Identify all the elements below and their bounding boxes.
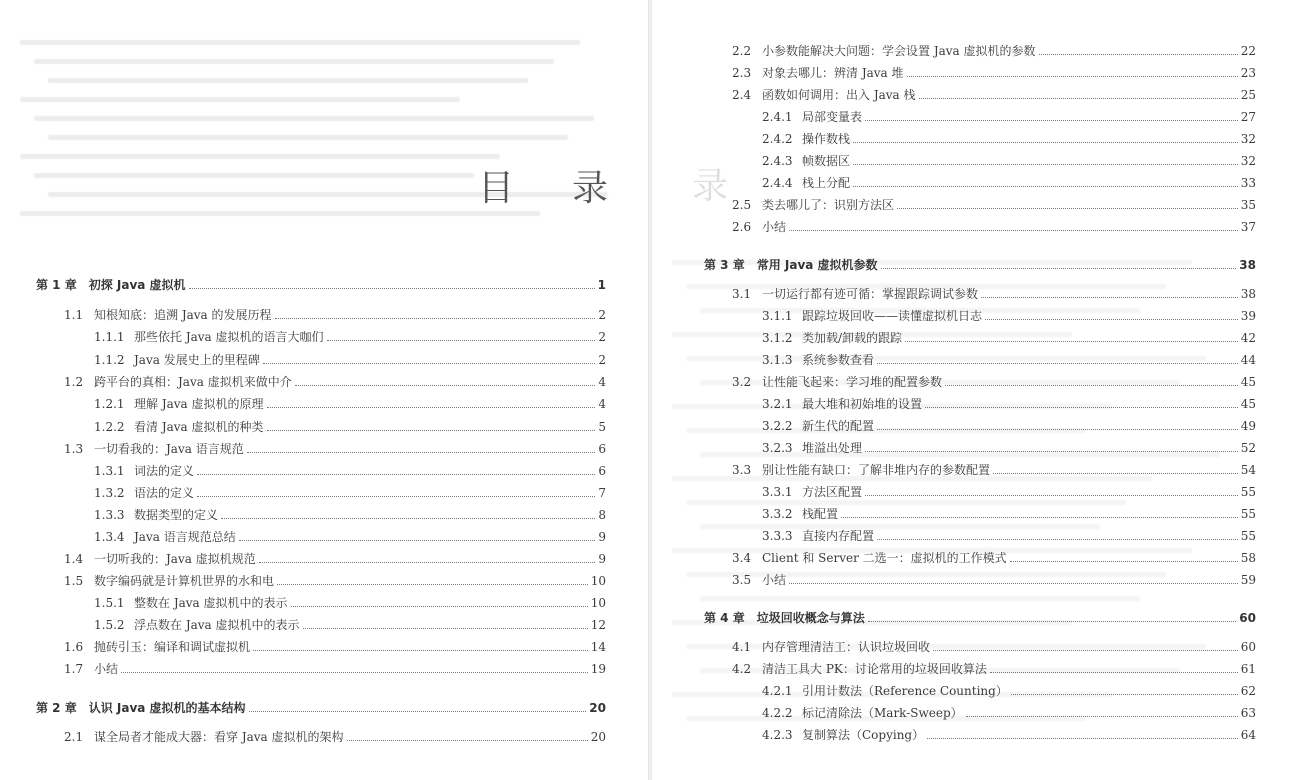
toc-entry-page: 59 [1240, 573, 1256, 587]
toc-entry[interactable] [762, 131, 1256, 147]
toc-leader-dots [905, 341, 1238, 342]
toc-entry-page: 4 [598, 375, 606, 389]
toc-leader-dots [981, 297, 1238, 298]
toc-entry-number: 3.3 [732, 463, 752, 477]
toc-leader-dots [1011, 694, 1238, 695]
toc-entry[interactable] [64, 441, 606, 457]
toc-entry[interactable] [64, 307, 606, 323]
bleed-through-text [20, 40, 600, 250]
toc-entry[interactable] [732, 43, 1256, 59]
toc-entry-page: 60 [1239, 611, 1256, 625]
toc-entry[interactable] [94, 396, 606, 412]
toc-leader-dots [277, 584, 588, 585]
toc-entry[interactable] [762, 330, 1256, 346]
title-char-1: 目 [478, 168, 515, 209]
toc-entry-number: 4.2 [732, 662, 752, 676]
toc-leader-dots [267, 430, 596, 431]
toc-entry-title: 清洁工具大 PK：讨论常用的垃圾回收算法 [762, 662, 987, 676]
toc-entry-number: 4.2.3 [762, 728, 793, 742]
toc-entry-number: 1.4 [64, 552, 84, 566]
toc-entry[interactable] [36, 277, 606, 293]
toc-entry-number: 3.3.2 [762, 507, 793, 521]
toc-leader-dots [197, 496, 595, 497]
toc-entry-page: 6 [598, 464, 606, 478]
ghost-line [20, 40, 580, 45]
toc-entry-title: 函数如何调用：出入 Java 栈 [762, 88, 916, 102]
toc-entry-title: 系统参数查看 [802, 353, 875, 367]
toc-entry[interactable] [94, 529, 606, 545]
toc-entry-page: 10 [590, 574, 606, 588]
toc-leader-dots [1010, 561, 1238, 562]
toc-entry-title: 跨平台的真相：Java 虚拟机来做中介 [94, 375, 292, 389]
toc-leader-dots [1039, 54, 1238, 55]
toc-entry-title: 类去哪儿了：识别方法区 [762, 198, 895, 212]
toc-entry-number: 1.6 [64, 640, 84, 654]
toc-entry-number: 1.3.3 [94, 508, 125, 522]
toc-entry-page: 12 [590, 618, 606, 632]
toc-leader-dots [907, 76, 1238, 77]
toc-entry-page: 35 [1240, 198, 1256, 212]
toc-leader-dots [295, 385, 596, 386]
toc-leader-dots [303, 628, 588, 629]
toc-leader-dots [993, 473, 1238, 474]
toc-entry[interactable] [94, 352, 606, 368]
toc-leader-dots [877, 429, 1238, 430]
toc-entry[interactable] [64, 729, 606, 745]
toc-entry-page: 38 [1239, 258, 1256, 272]
toc-entry-page: 54 [1240, 463, 1256, 477]
toc-entry-title: 小结 [762, 573, 787, 587]
toc-entry-page: 9 [598, 530, 606, 544]
toc-entry-page: 27 [1240, 110, 1256, 124]
toc-entry-title: 一切看我的：Java 语言规范 [94, 442, 244, 456]
ghost-line [34, 59, 554, 64]
toc-entry-number: 2.4.3 [762, 154, 793, 168]
toc-leader-dots [789, 230, 1238, 231]
toc-entry-page: 19 [590, 662, 606, 676]
toc-entry[interactable] [64, 374, 606, 390]
toc-entry-number: 4.1 [732, 640, 752, 654]
toc-entry-number: 2.4.2 [762, 132, 793, 146]
toc-entry-number: 3.4 [732, 551, 752, 565]
toc-entry-page: 5 [598, 420, 606, 434]
toc-entry-number: 4.2.2 [762, 706, 793, 720]
toc-entry-title: 类加载/卸载的跟踪 [802, 331, 903, 345]
toc-entry-number: 1.2.1 [94, 397, 125, 411]
toc-entry-number: 1.7 [64, 662, 84, 676]
toc-entry-page: 7 [598, 486, 606, 500]
toc-entry-number: 第 4 章 [704, 611, 745, 625]
toc-leader-dots [121, 672, 588, 673]
toc-leader-dots [933, 650, 1238, 651]
toc-entry[interactable] [762, 440, 1256, 456]
toc-entry-title: 抛砖引玉：编译和调试虚拟机 [94, 640, 251, 654]
toc-leader-dots [221, 518, 595, 519]
toc-entry-title: 知根知底：追溯 Java 的发展历程 [94, 308, 272, 322]
toc-entry-title: 引用计数法（Reference Counting） [802, 684, 1008, 698]
toc-entry-number: 第 1 章 [36, 278, 77, 292]
toc-leader-dots [853, 186, 1238, 187]
toc-entry-page: 33 [1240, 176, 1256, 190]
toc-entry[interactable] [94, 485, 606, 501]
toc-entry-page: 58 [1240, 551, 1256, 565]
toc-entry[interactable] [704, 257, 1256, 273]
toc-leader-dots [868, 621, 1237, 622]
toc-entry[interactable] [94, 419, 606, 435]
toc-entry[interactable] [94, 463, 606, 479]
ghost-line [20, 211, 540, 216]
toc-leader-dots [945, 385, 1238, 386]
toc-entry-number: 1.3.1 [94, 464, 125, 478]
toc-entry-title: 局部变量表 [802, 110, 863, 124]
ghost-line [20, 97, 460, 102]
toc-entry-title: 标记清除法（Mark-Sweep） [802, 706, 963, 720]
toc-entry[interactable] [732, 65, 1256, 81]
toc-entry-page: 32 [1240, 154, 1256, 168]
toc-entry[interactable] [36, 700, 606, 716]
toc-leader-dots [877, 363, 1238, 364]
toc-entry-title: 一切运行都有迹可循：掌握跟踪调试参数 [762, 287, 979, 301]
toc-entry[interactable] [762, 705, 1256, 721]
toc-entry-number: 3.2.3 [762, 441, 793, 455]
toc-entry[interactable] [732, 374, 1256, 390]
toc-entry-page: 32 [1240, 132, 1256, 146]
toc-entry-number: 2.4.4 [762, 176, 793, 190]
toc-entry-number: 1.2 [64, 375, 84, 389]
toc-leader-dots [927, 738, 1238, 739]
toc-entry[interactable] [762, 153, 1256, 169]
ghost-line [48, 78, 528, 83]
toc-entry-title: 谋全局者才能成大器：看穿 Java 虚拟机的架构 [94, 730, 344, 744]
toc-entry[interactable] [64, 661, 606, 677]
toc-entry-title: 常用 Java 虚拟机参数 [756, 258, 878, 272]
toc-leader-dots [189, 288, 595, 289]
toc-leader-dots [990, 672, 1238, 673]
toc-entry[interactable] [762, 727, 1256, 743]
toc-entry-number: 3.2.2 [762, 419, 793, 433]
ghost-line [48, 135, 568, 140]
toc-entry-page: 4 [598, 397, 606, 411]
toc-entry[interactable] [762, 109, 1256, 125]
toc-entry[interactable] [94, 617, 606, 633]
toc-entry[interactable] [762, 308, 1256, 324]
toc-leader-dots [841, 517, 1238, 518]
toc-entry-page: 6 [598, 442, 606, 456]
toc-leader-dots [267, 407, 596, 408]
toc-entry-number: 第 3 章 [704, 258, 745, 272]
page-title [478, 160, 608, 211]
toc-entry-number: 3.3.3 [762, 529, 793, 543]
toc-entry-title: 看清 Java 虚拟机的种类 [134, 420, 264, 434]
toc-entry-page: 61 [1240, 662, 1256, 676]
toc-entry-title: Client 和 Server 二选一：虚拟机的工作模式 [762, 551, 1007, 565]
toc-leader-dots [253, 650, 588, 651]
toc-entry-title: 小参数能解决大问题：学会设置 Java 虚拟机的参数 [762, 44, 1036, 58]
ghost-line [700, 596, 1140, 601]
toc-leader-dots [249, 711, 587, 712]
toc-entry[interactable] [94, 507, 606, 523]
toc-entry-page: 20 [590, 730, 606, 744]
toc-entry[interactable] [762, 418, 1256, 434]
toc-entry[interactable] [762, 175, 1256, 191]
toc-entry-title: 小结 [762, 220, 787, 234]
toc-entry-number: 1.3.4 [94, 530, 125, 544]
toc-entry-number: 1.5.2 [94, 618, 125, 632]
toc-entry[interactable] [732, 197, 1256, 213]
toc-entry-title: 帧数据区 [802, 154, 851, 168]
toc-entry-page: 60 [1240, 640, 1256, 654]
toc-entry-page: 25 [1240, 88, 1256, 102]
toc-entry-title: 直接内存配置 [802, 529, 875, 543]
toc-leader-dots [985, 319, 1238, 320]
toc-entry-page: 55 [1240, 529, 1256, 543]
toc-entry-title: 跟踪垃圾回收——读懂虚拟机日志 [802, 309, 983, 323]
toc-leader-dots [327, 340, 596, 341]
toc-leader-dots [291, 606, 588, 607]
toc-entry-page: 20 [589, 701, 606, 715]
toc-entry-page: 38 [1240, 287, 1256, 301]
toc-entry-page: 52 [1240, 441, 1256, 455]
toc-entry-number: 1.1 [64, 308, 84, 322]
toc-entry-number: 3.1.3 [762, 353, 793, 367]
toc-entry-number: 1.2.2 [94, 420, 125, 434]
toc-entry-page: 63 [1240, 706, 1256, 720]
toc-entry-title: 初探 Java 虚拟机 [88, 278, 186, 292]
toc-entry-page: 37 [1240, 220, 1256, 234]
toc-entry-title: 对象去哪儿：辨清 Java 堆 [762, 66, 904, 80]
toc-leader-dots [919, 98, 1238, 99]
toc-entry-page: 44 [1240, 353, 1256, 367]
toc-entry-page: 2 [598, 353, 606, 367]
toc-leader-dots [865, 120, 1238, 121]
ghost-line [34, 173, 474, 178]
toc-leader-dots [789, 583, 1238, 584]
toc-entry-number: 1.5 [64, 574, 84, 588]
toc-entry-title: 那些依托 Java 虚拟机的语言大咖们 [134, 330, 324, 344]
toc-entry-title: 数字编码就是计算机世界的水和电 [94, 574, 275, 588]
toc-entry-page: 64 [1240, 728, 1256, 742]
toc-entry-title: 新生代的配置 [802, 419, 875, 433]
toc-entry-page: 62 [1240, 684, 1256, 698]
toc-entry-number: 3.1.1 [762, 309, 793, 323]
toc-entry-number: 3.5 [732, 573, 752, 587]
toc-leader-dots [853, 142, 1238, 143]
toc-entry-number: 1.1.2 [94, 353, 125, 367]
toc-entry-number: 2.4.1 [762, 110, 793, 124]
toc-entry-title: 栈配置 [802, 507, 839, 521]
toc-leader-dots [247, 452, 596, 453]
toc-entry-number: 3.1.2 [762, 331, 793, 345]
toc-entry[interactable] [762, 396, 1256, 412]
toc-entry-title: 语法的定义 [134, 486, 195, 500]
toc-entry-number: 2.1 [64, 730, 84, 744]
toc-entry-page: 14 [590, 640, 606, 654]
ghost-line [20, 154, 500, 159]
toc-entry[interactable] [732, 572, 1256, 588]
toc-entry-page: 2 [598, 330, 606, 344]
toc-entry-page: 39 [1240, 309, 1256, 323]
toc-entry-number: 2.3 [732, 66, 752, 80]
ghost-line [686, 500, 1126, 505]
toc-entry-number: 3.2.1 [762, 397, 793, 411]
toc-entry-number: 1.3.2 [94, 486, 125, 500]
toc-entry-number: 2.5 [732, 198, 752, 212]
toc-entry-number: 3.3.1 [762, 485, 793, 499]
toc-entry-page: 23 [1240, 66, 1256, 80]
toc-entry[interactable] [732, 219, 1256, 235]
toc-entry-title: Java 语言规范总结 [134, 530, 236, 544]
toc-leader-dots [853, 164, 1238, 165]
toc-entry[interactable] [762, 683, 1256, 699]
toc-entry-page: 10 [590, 596, 606, 610]
toc-entry[interactable] [732, 87, 1256, 103]
toc-entry[interactable] [94, 595, 606, 611]
toc-entry-page: 45 [1240, 397, 1256, 411]
toc-entry[interactable] [762, 352, 1256, 368]
toc-entry-number: 3.2 [732, 375, 752, 389]
toc-entry[interactable] [64, 551, 606, 567]
toc-leader-dots [925, 407, 1238, 408]
toc-leader-dots [966, 716, 1238, 717]
toc-entry-title: 复制算法（Copying） [802, 728, 925, 742]
toc-entry-number: 3.1 [732, 287, 752, 301]
toc-entry-title: 数据类型的定义 [134, 508, 219, 522]
toc-entry-title: 一切听我的：Java 虚拟机规范 [94, 552, 256, 566]
toc-entry-number: 第 2 章 [36, 701, 77, 715]
toc-leader-dots [881, 268, 1237, 269]
toc-entry[interactable] [732, 661, 1256, 677]
toc-leader-dots [347, 740, 588, 741]
toc-entry-page: 55 [1240, 507, 1256, 521]
toc-entry[interactable] [762, 528, 1256, 544]
title-char-2: 录 [571, 168, 608, 209]
toc-entry[interactable] [732, 639, 1256, 655]
toc-entry-page: 45 [1240, 375, 1256, 389]
toc-entry-number: 1.5.1 [94, 596, 125, 610]
toc-entry-title: 堆溢出处理 [802, 441, 863, 455]
toc-entry-title: 理解 Java 虚拟机的原理 [134, 397, 264, 411]
toc-entry-title: 认识 Java 虚拟机的基本结构 [88, 701, 246, 715]
toc-entry-number: 4.2.1 [762, 684, 793, 698]
toc-entry[interactable] [762, 506, 1256, 522]
toc-entry[interactable] [732, 462, 1256, 478]
toc-entry-title: 别让性能有缺口：了解非堆内存的参数配置 [762, 463, 991, 477]
right-page [652, 0, 1291, 780]
toc-leader-dots [275, 318, 596, 319]
toc-entry-number: 2.6 [732, 220, 752, 234]
toc-leader-dots [865, 495, 1238, 496]
toc-entry[interactable] [94, 329, 606, 345]
toc-leader-dots [865, 451, 1238, 452]
toc-entry-page: 1 [597, 278, 606, 292]
toc-entry[interactable] [732, 550, 1256, 566]
toc-entry-title: Java 发展史上的里程碑 [134, 353, 260, 367]
toc-entry-title: 操作数栈 [802, 132, 851, 146]
toc-entry-page: 55 [1240, 485, 1256, 499]
toc-entry-title: 词法的定义 [134, 464, 195, 478]
toc-entry[interactable] [762, 484, 1256, 500]
toc-entry-title: 栈上分配 [802, 176, 851, 190]
toc-leader-dots [259, 562, 596, 563]
toc-entry-title: 小结 [94, 662, 119, 676]
toc-entry-page: 42 [1240, 331, 1256, 345]
bleed-through-title: 录 [692, 166, 729, 207]
toc-entry[interactable] [704, 610, 1256, 626]
toc-entry-title: 让性能飞起来：学习堆的配置参数 [762, 375, 943, 389]
toc-entry-title: 方法区配置 [802, 485, 863, 499]
ghost-line [34, 116, 594, 121]
toc-entry-page: 8 [598, 508, 606, 522]
toc-entry-page: 22 [1240, 44, 1256, 58]
toc-entry[interactable] [732, 286, 1256, 302]
toc-entry-title: 最大堆和初始堆的设置 [802, 397, 923, 411]
toc-leader-dots [877, 539, 1238, 540]
toc-entry-page: 9 [598, 552, 606, 566]
toc-entry-number: 1.1.1 [94, 330, 125, 344]
toc-leader-dots [263, 363, 596, 364]
toc-entry-page: 2 [598, 308, 606, 322]
toc-entry-number: 1.3 [64, 442, 84, 456]
toc-entry-title: 内存管理清洁工：认识垃圾回收 [762, 640, 931, 654]
toc-entry-title: 整数在 Java 虚拟机中的表示 [134, 596, 288, 610]
toc-entry-number: 2.4 [732, 88, 752, 102]
toc-entry[interactable] [64, 573, 606, 589]
toc-entry[interactable] [64, 639, 606, 655]
toc-entry-title: 垃圾回收概念与算法 [756, 611, 865, 625]
toc-entry-number: 2.2 [732, 44, 752, 58]
toc-leader-dots [197, 474, 595, 475]
toc-entry-page: 49 [1240, 419, 1256, 433]
toc-leader-dots [239, 540, 596, 541]
toc-leader-dots [897, 208, 1238, 209]
toc-entry-title: 浮点数在 Java 虚拟机中的表示 [134, 618, 300, 632]
